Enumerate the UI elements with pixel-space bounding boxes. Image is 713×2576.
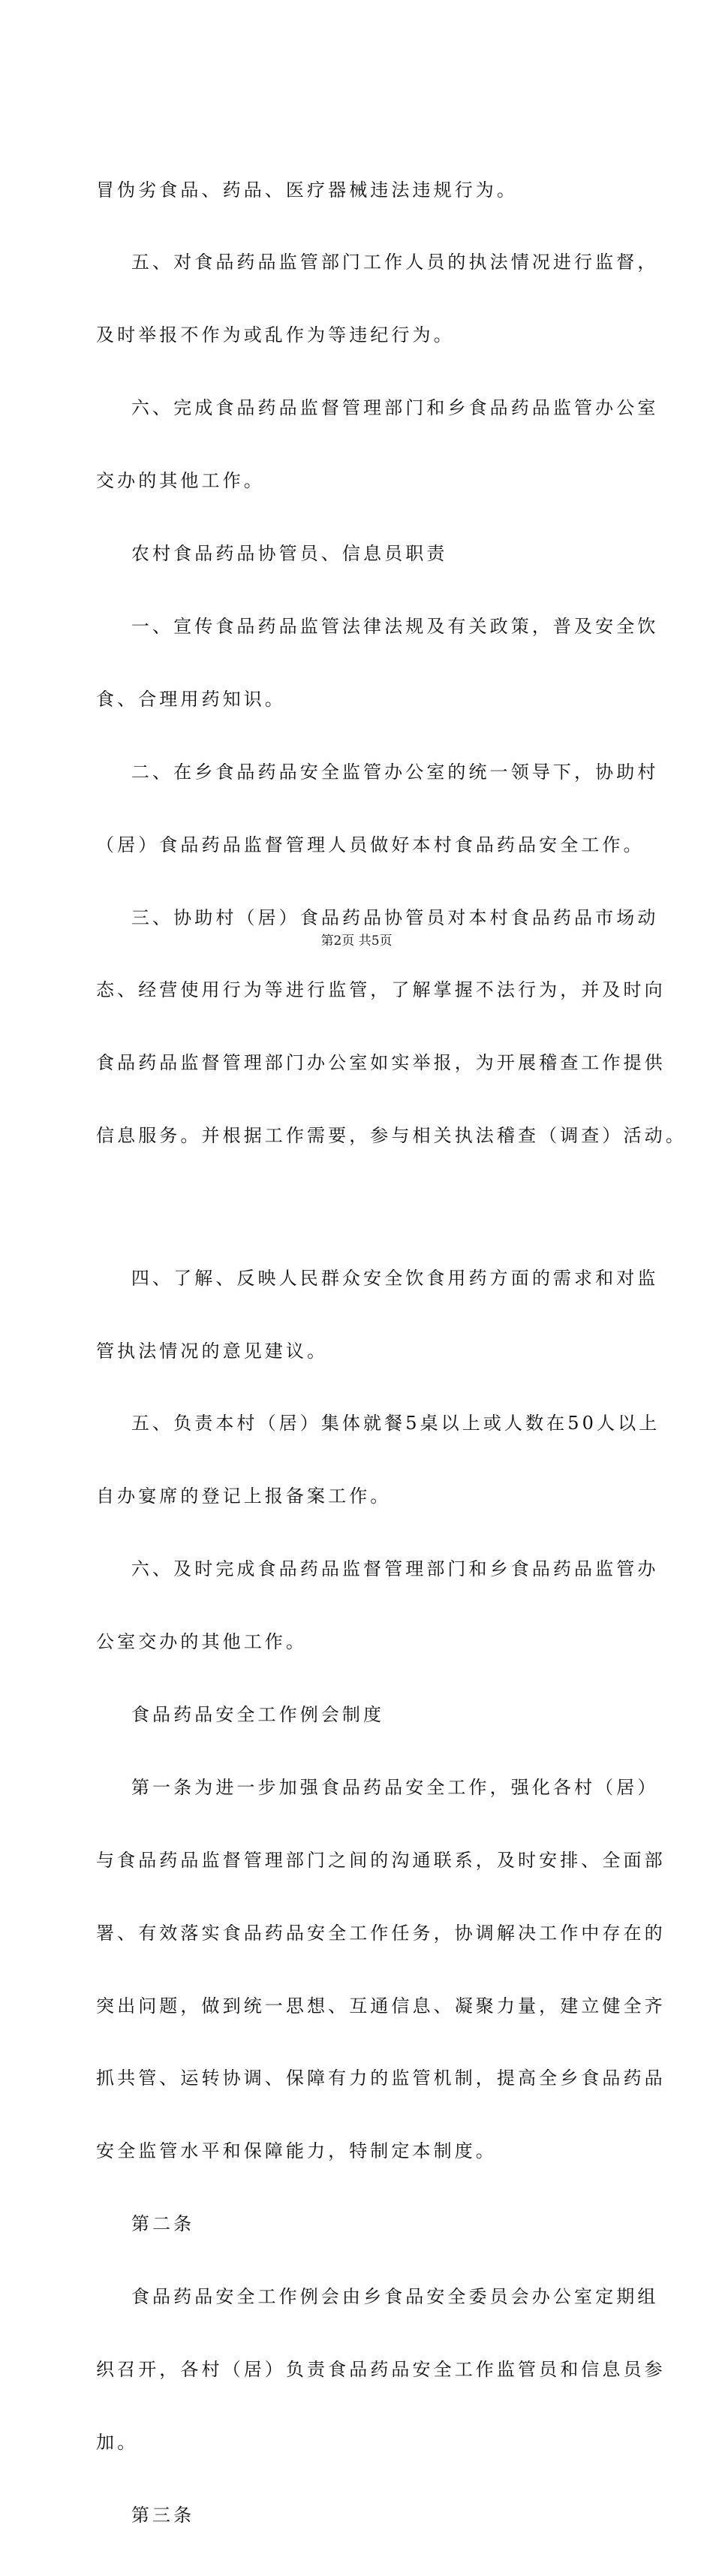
text-line: 加。: [96, 2431, 139, 2453]
text-line: 突出问题，做到统一思想、互通信息、凝聚力量，建立健全齐: [96, 1995, 666, 2016]
text-line: 食品药品安全工作例会由乡食品安全委员会办公室定期组: [96, 2286, 659, 2308]
text-line: 三、协助村（居）食品药品协管员对本村食品药品市场动: [96, 906, 659, 928]
text-line: 一、宣传食品药品监管法律法规及有关政策，普及安全饮: [96, 615, 659, 637]
text-line: 抓共管、运转协调、保障有力的监管机制，提高全乡食品药品: [96, 2068, 666, 2089]
text-line: 交办的其他工作。: [96, 470, 265, 492]
text-line: 管执法情况的意见建议。: [96, 1340, 329, 1362]
text-line: 五、负责本村（居）集体就餐5桌以上或人数在50人以上: [96, 1413, 660, 1434]
text-line: 织召开，各村（居）负责食品药品安全工作监管员和信息员参: [96, 2359, 666, 2381]
page-number-footer: 第2页 共5页: [320, 934, 393, 949]
text-line: 六、及时完成食品药品监督管理部门和乡食品药品监管办: [96, 1558, 659, 1580]
text-line: 及时举报不作为或乱作为等违纪行为。: [96, 324, 455, 346]
blank-line: [96, 1196, 636, 1217]
text-line: （居）食品药品监督管理人员做好本村食品药品安全工作。: [96, 834, 645, 855]
article-heading: 第三条: [96, 2504, 195, 2526]
text-line: 自办宴席的登记上报备案工作。: [96, 1486, 392, 1507]
text-line: 冒伪劣食品、药品、医疗器械违法违规行为。: [96, 179, 518, 201]
article-heading: 第二条: [96, 2213, 195, 2235]
text-line: 与食品药品监督管理部门之间的沟通联系，及时安排、全面部: [96, 1849, 666, 1871]
document-body: [96, 129, 687, 2576]
text-line: 信息服务。并根据工作需要，参与相关执法稽查（调查）活动。: [96, 1125, 687, 1147]
text-line: 安全监管水平和保障能力，特制定本制度。: [96, 2140, 497, 2162]
text-line: 五、对食品药品监管部门工作人员的执法情况进行监督，: [96, 252, 659, 273]
section-heading: 农村食品药品协管员、信息员职责: [96, 543, 448, 565]
text-line: 署、有效落实食品药品安全工作任务，协调解决工作中存在的: [96, 1922, 666, 1944]
text-line: 第一条为进一步加强食品药品安全工作，强化各村（居）: [96, 1776, 659, 1798]
text-line: 食品药品监督管理部门办公室如实举报，为开展稽查工作提供: [96, 1052, 666, 1074]
text-line: 四、了解、反映人民群众安全饮食用药方面的需求和对监: [96, 1267, 659, 1289]
text-line: 六、完成食品药品监督管理部门和乡食品药品监管办公室: [96, 397, 659, 419]
text-line: 公室交办的其他工作。: [96, 1631, 307, 1653]
text-line: 二、在乡食品药品安全监管办公室的统一领导下，协助村: [96, 761, 659, 783]
text-line: 态、经营使用行为等进行监管，了解掌握不法行为，并及时向: [96, 979, 666, 1001]
section-heading: 食品药品安全工作例会制度: [96, 1704, 385, 1725]
text-line: 食、合理用药知识。: [96, 688, 286, 710]
